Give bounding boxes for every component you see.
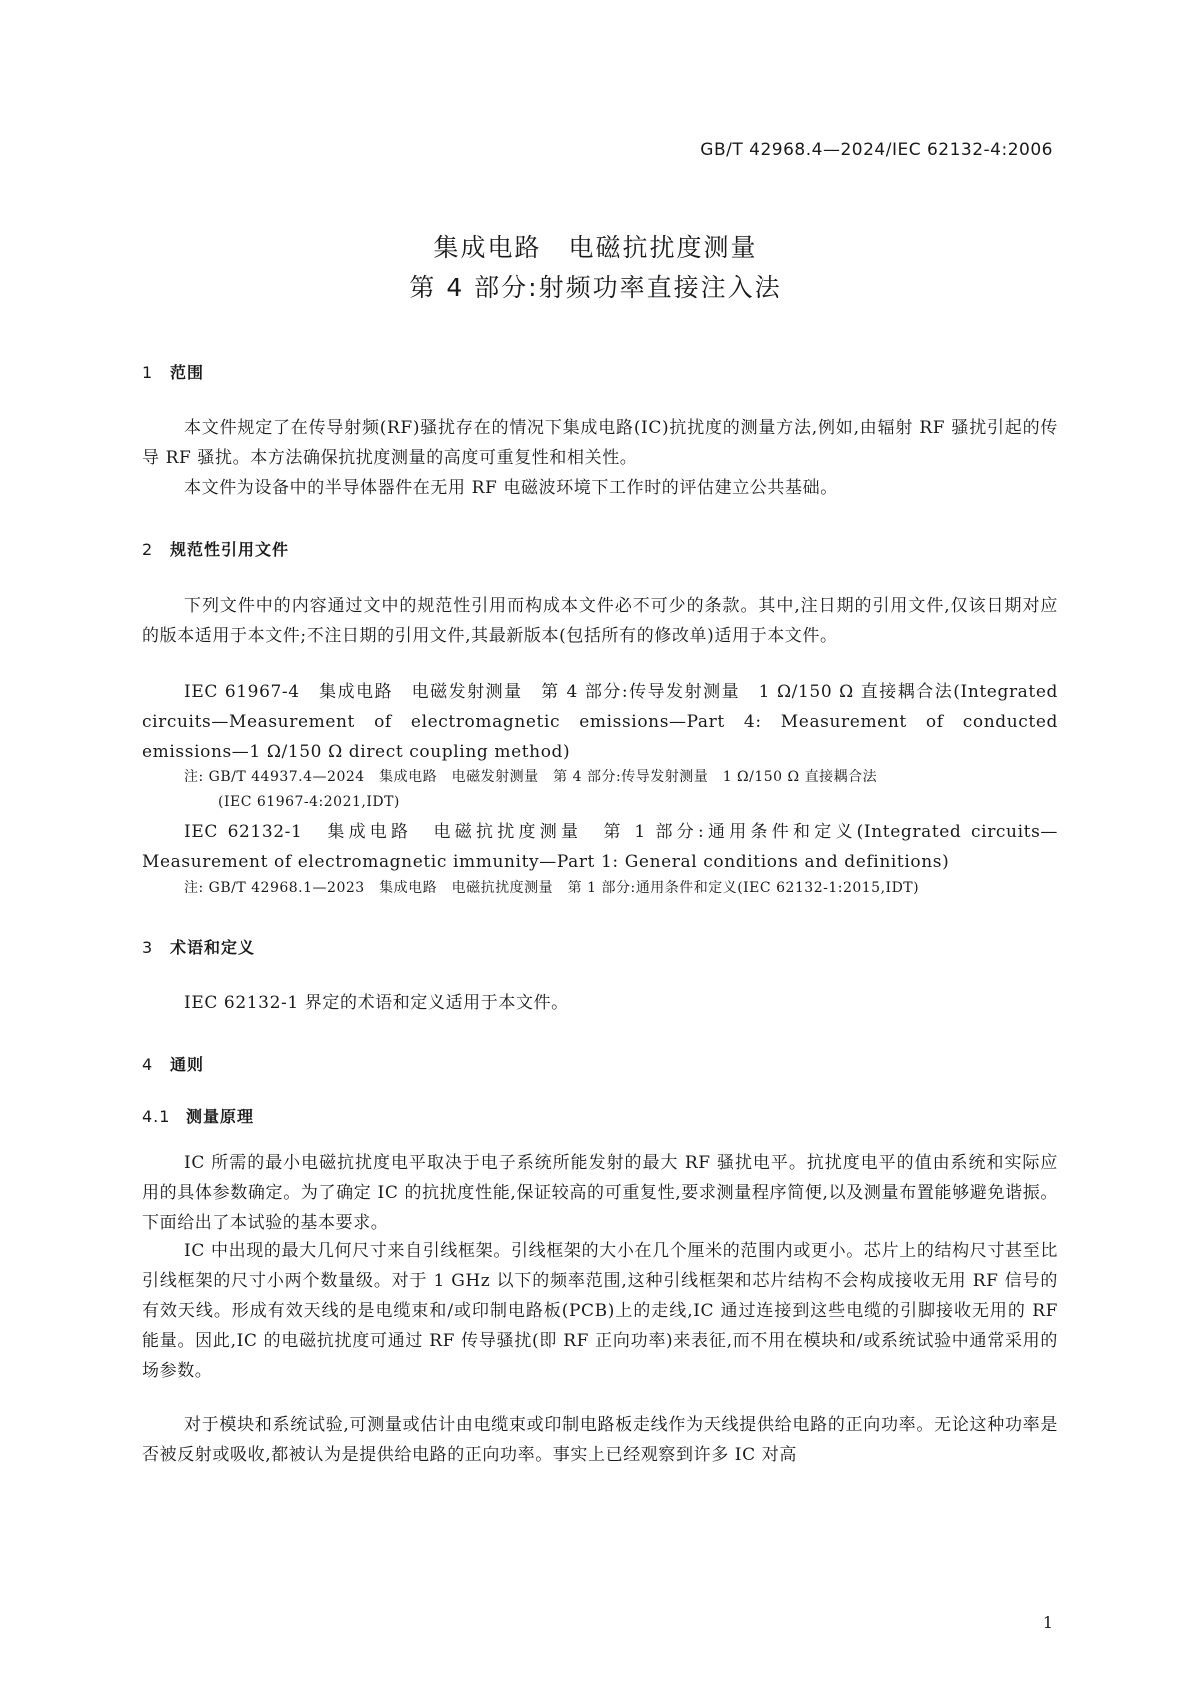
section-number: 4 [142,1055,154,1074]
standard-number: GB/T 42968.4—2024/IEC 62132-4:2006 [700,140,1053,160]
section-4-1-paragraph-3: 对于模块和系统试验,可测量或估计由电缆束或印制电路板走线作为天线提供给电路的正向功率。无论这种功率是否被反射或吸收,都被认为是提供给电路的正向功率。事实上已经观察到许多 IC 对高 [142,1415,1058,1465]
section-1-paragraph-1: 本文件规定了在传导射频(RF)骚扰存在的情况下集成电路(IC)抗扰度的测量方法,例如,由辐射 RF 骚扰引起的传导 RF 骚扰。本方法确保抗扰度测量的高度可重复性和相关性。 [142,418,1058,468]
section-title: 规范性引用文件 [170,540,290,559]
document-title-line1: 集成电路 电磁抗扰度测量 [433,233,758,262]
section-1-paragraph-2: 本文件为设备中的半导体器件在无用 RF 电磁波环境下工作时的评估建立公共基础。 [184,478,838,498]
section-title: 通则 [170,1055,205,1074]
section-number: 1 [142,363,154,382]
note-1-line-2: (IEC 61967-4:2021,IDT) [218,794,400,810]
normative-reference-2: IEC 62132-1 集成电路 电磁抗扰度测量 第 1 部分:通用条件和定义(Integrated circuits—Measurement of electromagnetic immunity—Part 1: General conditions and definitions) [142,822,1058,872]
section-2-paragraph-1: 下列文件中的内容通过文中的规范性引用而构成本文件必不可少的条款。其中,注日期的引用文件,仅该日期对应的版本适用于本文件;不注日期的引用文件,其最新版本(包括所有的修改单)适用于本文件。 [142,596,1058,646]
note-1 [184,765,1058,815]
section-title: 范围 [170,363,205,382]
section-3-heading [142,935,255,958]
section-number: 2 [142,540,154,559]
section-4-1-paragraph-1: IC 所需的最小电磁抗扰度电平取决于电子系统所能发射的最大 RF 骚扰电平。抗扰度电平的值由系统和实际应用的具体参数确定。为了确定 IC 的抗扰度性能,保证较高的可重复性,要求测量程序简便,以及测量布置能够避免谐振。下面给出了本试验的基本要求。 [142,1153,1058,1233]
section-4-heading [142,1052,204,1075]
normative-reference-1: IEC 61967-4 集成电路 电磁发射测量 第 4 部分:传导发射测量 1 Ω/150 Ω 直接耦合法(Integrated circuits—Measurement of electromagnetic emissions—Part 4: Measurement of conducted emissions—1 Ω/150 Ω direct coupling method) [142,682,1058,762]
section-number: 4.1 [142,1107,171,1126]
note-2: 注: GB/T 42968.1—2023 集成电路 电磁抗扰度测量 第 1 部分:通用条件和定义(IEC 62132-1:2015,IDT) [184,880,920,896]
section-3-paragraph-1: IEC 62132-1 界定的术语和定义适用于本文件。 [184,993,569,1013]
section-title: 术语和定义 [170,938,256,957]
section-1-heading [142,360,204,383]
document-title-line2: 第 4 部分:射频功率直接注入法 [409,273,782,302]
page-number: 1 [1042,1613,1053,1632]
section-4-1-heading [142,1104,254,1127]
note-1-line-1: 注: GB/T 44937.4—2024 集成电路 电磁发射测量 第 4 部分:传导发射测量 1 Ω/150 Ω 直接耦合法 [184,769,878,785]
section-2-heading [142,537,289,560]
section-4-1-paragraph-2: IC 中出现的最大几何尺寸来自引线框架。引线框架的大小在几个厘米的范围内或更小。芯片上的结构尺寸甚至比引线框架的尺寸小两个数量级。对于 1 GHz 以下的频率范围,这种引线框架和芯片结构不会构成接收无用 RF 信号的有效天线。形成有效天线的是电缆束和/或印制电路板(PCB)上的走线,IC 通过连接到这些电缆的引脚接收无用的 RF 能量。因此,IC 的电磁抗扰度可通过 RF 传导骚扰(即 RF 正向功率)来表征,而不用在模块和/或系统试验中通常采用的场参数。 [142,1241,1058,1381]
section-number: 3 [142,938,154,957]
section-title: 测量原理 [186,1107,255,1126]
